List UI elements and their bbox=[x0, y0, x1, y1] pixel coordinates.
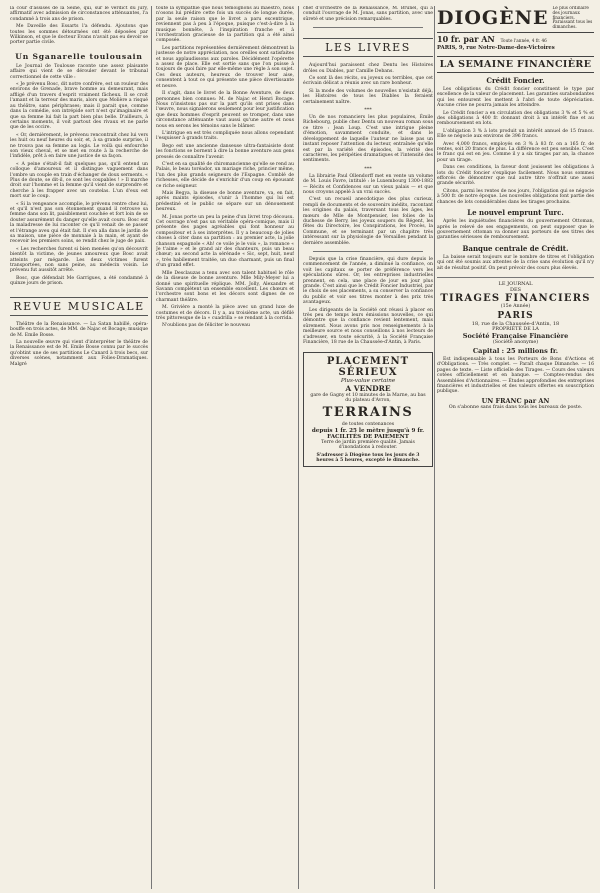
journal-capital: Capital : 25 millions fr. bbox=[472, 346, 559, 355]
article-paragraph: L'obligation 3 % à lots produit un intérêt annuel de 15 francs. Elle se négocie aux environs de 396 francs. bbox=[437, 128, 594, 140]
article-paragraph: Dans ces conditions, la faveur dont jouissent les obligations à lots du Crédit foncier s'explique facilement. Nous nous sommes efforcés de démontrer que nul autre titre n'offrait une aussi grande sécurité. bbox=[437, 165, 594, 187]
masthead-description: Le plus ordinaire des journaux financiers. Paraissant tous les dimanches. bbox=[552, 6, 593, 30]
column-rule bbox=[434, 6, 435, 889]
journal-description: Est indispensable à tous les Porteurs de Bons d'Actions et d'Obligations. — Très complet. — Paraît chaque Dimanche. — 16 pages de texte. — Liste officielle des Tirages. — Cours des valeurs cotées officiellement et en banque. — Comptes-rendus des Assemblées d'Actionnaires. — Études approfondies des entreprises financières et industrielles et des valeurs offertes en souscription publique. bbox=[437, 356, 594, 395]
ad-contact: S'adresser à Diogène tous les jours de 3 heures à 5 heures, excepté le dimanche. bbox=[316, 452, 420, 463]
ad-vendre: A VENDRE bbox=[345, 383, 391, 393]
article-paragraph: Mlle Desclauzas a tenu avec son talent habituel le rôle de la diseuse de bonne aventure. Mlle Mily-Meyer lui a donné une spirituelle réplique. MM. Jolly, Alexandre et Savann complètent un ensemble excellent. Les chœurs et l'orchestre sont bons et les décors sont dignes de ce charmant théâtre. bbox=[156, 270, 294, 303]
journal-address: 18, rue de la Chaussée-d'Antin, 18 bbox=[471, 320, 560, 327]
article-paragraph: N'oublions pas de féliciter le nouveau bbox=[162, 323, 251, 329]
journal-city: PARIS bbox=[497, 310, 534, 321]
ad-location: gare de Gagny et 10 minutes de la Marne, au bas du plateau d'Avron, bbox=[310, 392, 426, 403]
article-paragraph: chef d'orchestre de la Renaissance, M. Brunel, qui a conduit l'ouvrage de M. Jonas, sans partition, avec une sûreté et une précision remarquables. bbox=[303, 6, 433, 22]
article-paragraph: Théâtre de la Renaissance. — La Satan habillé, opéra-bouffe en trois actes, de MM. de Najac et Bocage; musique de M. Emile Bosse. bbox=[10, 321, 148, 338]
article-paragraph: Me Daveille des Essarts l'a défendu. Ajoutons que toutes les sommes détournées ont été déposées par Wilkinson, et que le docteur Evans n'avait pas eu devoir se porter partie civile. bbox=[10, 24, 148, 46]
journal-year: (15e Année) bbox=[500, 303, 531, 309]
article-paragraph: Ce sont là des récits, ou joyeux ou terribles, que cet écrivain délicat a réunis avec un rare bonheur. bbox=[303, 76, 433, 87]
article-paragraph: L'intrigue en est très compliquée nous allons cependant l'esquisser à grands traits. bbox=[156, 130, 294, 142]
article-paragraph: C'est en sa qualité de chiromancienne qu'elle se rend au Palais, le beau toréador, un mariage riche, princier même, l'un des plus grands seigneurs de l'Espagne. Comblé de richesses, elle décide de s'enrichir d'un coup en épousant ce riche seigneur. bbox=[156, 161, 294, 189]
ad-terrains: TERRAINS bbox=[322, 405, 414, 421]
article-paragraph: Si la mode des volumes de nouvelles n'existait déjà, les Histoires de tous les Diables la feraient certainement naître. bbox=[303, 88, 433, 105]
credit-foncier-title: Crédit Foncier. bbox=[486, 75, 545, 85]
masthead-price-note: Toute l'année, 4 fr. 46 bbox=[500, 37, 547, 43]
divider bbox=[313, 251, 423, 252]
diogene-masthead bbox=[437, 6, 594, 33]
ad-details: Terre de jardin première qualité. Jamais d'inondations à redouter. bbox=[321, 439, 415, 451]
journal-tirages-advertisement bbox=[437, 277, 594, 410]
article-paragraph: La baisse serait toujours sur le nombre de titres et l'obligation qui ont été soumis aux attentes de la crise sans évolution qu'il n'y ait de résultat positif. On peut prévoir des cours plus élevés. bbox=[437, 254, 594, 271]
article-paragraph: Mais Begya, la diseuse de bonne aventure, va, en fait, après maints épisodes, s'unir à l'homme qui lui est prédestiné et le public se sépare sur un dénouement heureux. bbox=[156, 191, 294, 213]
article-paragraph: Les dirigeants de la Société ont réussi à placer en très peu de temps leurs émissions nouvelles, ce qui démontre que la confiance revient lentement, mais sûrement. Nous avons pris nos renseignements à la meilleure source et nous conseillons à nos lecteurs de s'adresser, en toute sécurité, à la Société Française Financière, 18 rue de la Chaussée-d'Antin, à Paris. bbox=[303, 307, 433, 346]
column-rule bbox=[298, 6, 299, 889]
article-paragraph: « Or, dernièrement, le prévenu rencontrait chez lui vers les huit ou neuf heures du soir, et, à sa grande surprise, il ne trouva pas sa femme au logis. Le voilà qui enfourche son vieux cheval, et se met en route à la recherche de l'infidèle, prêt à en faire une justice de sa façon. bbox=[10, 132, 148, 160]
ad-terrains-sub: de toutes contenances bbox=[341, 422, 395, 428]
divider: *** bbox=[364, 107, 372, 114]
column-rule bbox=[151, 6, 152, 889]
divider bbox=[313, 27, 423, 28]
journal-anonyme: (Société anonyme) bbox=[492, 339, 539, 345]
journal-price: UN FRANC par AN bbox=[481, 396, 550, 405]
column-4 bbox=[437, 6, 594, 889]
masthead-name: DIOGÈNE bbox=[437, 6, 549, 29]
column-1 bbox=[10, 6, 148, 889]
article-paragraph: M. Jonas porte un peu la peine d'un livret trop décousu. Cet ouvrage n'est pas un véritable opéra-comique, mais il présente des pages agréables qui font honneur au compositeur et à ses interprètes. Il y a beaucoup de jolies choses à citer dans sa partition : au premier acte, la jolie chanson espagnole « Ah! ce voile je le vois », la romance « Je t'aime » et le grand air des chanteurs, puis un beau chœur; au second acte la sérénade « Sic, sept, huit, neuf », très habilement traitée, un duo charmant, puis un final d'un grand effet. bbox=[156, 214, 294, 269]
article-paragraph: « A peine s'était-il fait quelques pas, qu'il entend un colloque d'amoureux et il distingue vaguement dans l'ombre un couple en train d'échanger de doux serments. « Plus de doute, se dit-il, ce sont les coupables ! » Il marche droit sur l'homme et la femme qu'il vient de surprendre et cherche à les frapper avec un coutelas. L'un d'eux est mort sur le coup. bbox=[10, 161, 148, 200]
article-paragraph: Avec 4,000 francs, employés en 3 % à 83 fr. on a 165 fr. de rentes, soit 20 francs de plus. La différence est peu sensible. C'est le franc qui est en jeu. Comme il y a six tirages par an, la chance pour un tirage. bbox=[437, 141, 594, 163]
article-paragraph: « Les recherches furent si bien menées qu'on découvrit bientôt la victime, de jeunes amoureux que Bosc avait atteints par mégarde. Les deux victimes furent transportées, non sans peine, au médecin voisin. Le prévenu fut aussitôt arrêté. bbox=[10, 246, 148, 274]
article-paragraph: M. Grivière a monté la pièce avec un grand luxe de costumes et de décors. Il y a, au troisième acte, un défilé très pittoresque de la « cuadrilla » se rendant à la corrida. bbox=[156, 305, 294, 321]
column-2 bbox=[156, 6, 294, 889]
ad-subtitle: Plus-value certaine bbox=[340, 377, 396, 384]
journal-propriete: PROPRIÉTÉ DE LA bbox=[492, 326, 539, 332]
ad-facilites: FACILITÉS DE PAIEMENT bbox=[327, 433, 409, 440]
article-paragraph: Les obligations du Crédit foncier constituent le type par excellence de la valeur de placement. Les garanties surabondantes qui les entourent les mettent à l'abri de toute dépréciation. Aucune crise ne pourra jamais les atteindre. bbox=[437, 86, 594, 109]
section-title-sganarelle: Un Sganarelle toulousain bbox=[15, 51, 143, 61]
semaine-financiere-title: LA SEMAINE FINANCIÈRE bbox=[437, 56, 594, 73]
ad-price: depuis 1 fr. 25 le mètre jusqu'à 9 fr. bbox=[311, 427, 425, 434]
article-paragraph: Depuis que la crise financière, qui dure depuis le commencement de l'année, a diminué la confiance, on voit les capitaux se porter de préférence vers les spéculations sûres. Or, les entreprises industrielles prennent, en cela, une place de jour en jour plus grande. C'est ainsi que le Crédit Foncier Industriel, par le choix de ses placements, a su conserver la confiance du public et voir ses titres monter à des prix très avantageux. bbox=[303, 257, 433, 306]
masthead-address: PARIS, 9, rue Notre-Dame-des-Victoires bbox=[437, 44, 555, 51]
emprunt-turc-title: Le nouvel emprunt Turc. bbox=[467, 208, 564, 218]
article-paragraph: Aujourd'hui paraissent chez Dentu les Histoires drôles ou Diables, par Camille Debans. bbox=[303, 63, 433, 74]
article-paragraph: La nouvelle œuvre qui vient d'interpréter le théâtre de la Renaissance est de M. Emile Bosse connu par le succès qu'obtint une de ses partitions Le Canard à trois becs, sur diverses scènes, notamment aux Folies-Dramatiques. Malgré bbox=[10, 339, 148, 367]
banque-centrale-title: Banque centrale de Crédit. bbox=[462, 243, 569, 253]
article-paragraph: Il s'agit, dans le livret de la Bonne Aventure, de deux personnes bien connues: M. de Najac et Henri Bocage. Nous n'insistons pas sur la part qu'ils ont prises dans l'œuvre, nous signalerons seulement pour leur justification que deux hommes d'esprit peuvent se tromper, dans une circonstance atténuante vaut aussi qu'une autre et nous nous en serons les témoins sans le blâmer. bbox=[156, 91, 294, 129]
masthead-price: 10 fr. par AN bbox=[437, 33, 495, 44]
article-paragraph: Après les inquiétudes financières du gouvernement Ottoman, après le relevé de ses engagements, on peut supposer que le gouvernement ottoman va donner aux porteurs de ses titres des garanties sérieuses de remboursement. bbox=[437, 219, 594, 241]
journal-line1: LE JOURNAL bbox=[498, 280, 533, 287]
column-3 bbox=[303, 6, 433, 889]
article-paragraph: Les partitions représentées dernièrement démontrent la justesse de notre appréciation, nos oreilles sont satisfaites et nous applaudissons aux paroles. Décidément l'opérette a assez de place. Elle est sortie sans que l'on puisse à toujours de quoi faire par elle-même une règle à son sujet. Ces deux auteurs, heureux de trouver leur aise, consentent à tout ce qui présente une pièce divertissante et neuve. bbox=[156, 45, 294, 89]
article-paragraph: toute la sympathie que nous témoignons au maëstro, nous n'osons lui prédire cette fois un succès de longue durée, par la seule raison que le livret a paru excentrique, reviennent pas à peu à l'époque, puisque c'est-à-dire à la musique bonnête, à l'inspiration franche et à l'orchestration gracieuse de la partition qui a été ainsi composée. bbox=[156, 6, 294, 44]
article-paragraph: Le Journal de Toulouse raconte une assez plaisante affaire qui vient de se dérouler devant le tribunal correctionnel de cette ville : bbox=[10, 63, 148, 80]
journal-title: TIRAGES FINANCIERS bbox=[440, 292, 591, 304]
journal-line2: DES bbox=[509, 286, 522, 293]
ad-title: PLACEMENT SÉRIEUX bbox=[326, 355, 410, 378]
article-paragraph: Bosc, que défendait Me Garrigues, a été condamné à quinze jours de prison. bbox=[10, 275, 148, 287]
masthead-subscription bbox=[437, 34, 594, 44]
journal-price-note: On s'abonne sans frais dans tous les bureaux de poste. bbox=[448, 404, 583, 410]
article-paragraph: Un de nos romanciers les plus populaires, Émile Richebourg, publie chez Dentu un nouveau roman sous ce titre : Jean Loup. C'est une intrigue pleine d'émotion, savamment conduite, et dans le développement de laquelle l'auteur ne laisse pas un instant reposer l'attention du lecteur, entraînée qu'elle est par la variété des épisodes, la vérité des caractères, les péripéties dramatiques et l'intensité des sentiments. bbox=[303, 115, 433, 164]
journal-societe: Société Française Financière bbox=[462, 331, 569, 340]
placement-advertisement bbox=[303, 352, 433, 468]
article-paragraph: C'est un recueil anecdotique des plus curieux, rempli de documents et de souvenirs inédits, racontant les origines du palais, traversant tous les âges, les mœurs de Mlle de Montpensier, les folies de la duchesse de Berry, les joyeux soupers du Régent, les fêtes du Directoire, les Conspirations, les Procès, la Commune, et se terminant par un chapitre très intéressant sur la physiologie de Versailles pendant la dernière assemblée. bbox=[303, 197, 433, 246]
article-paragraph: « Je prévenu Bosc, dit notre confrère, est un rouleur des environs de Grenade, brave homme au demeurant, mais affligé d'un travers d'esprit vraiment fâcheux. Il se croit l'amant et la terreur des maris, alors que Molière a risqué au théâtre, sans périphrases; mais il parait que, comme dans la comédie, son intrépide sort n'est qu'imaginaire et que sa femme lui fait la part bien plus belle. D'ailleurs, à certains moments, il voit partout des rivaux et ne parle que de les occire. bbox=[10, 82, 148, 131]
section-title-livres: LES LIVRES bbox=[303, 38, 433, 57]
article-paragraph: « Si la vengeance accomplie, le prévenu rentre chez lui, et qu'il n'est pas son étonnement quand il retrouve sa femme dans son lit, paisiblement couchée et fort loin de se douter assurément du danger qu'elle avait couru. Bosc eut la maladresse de lui raconter ce qu'il venait de se passer et l'étrange aveu qui était fait. Il s'en alla dans le jardin de sa maison, une pièce de monnaie à la main, et ayant de recevoir les premiers soins, se rendit chez le juge de paix. bbox=[10, 201, 148, 245]
article-paragraph: Le Crédit foncier a en circulation des obligations 3 % et 5 % et des obligations à 400 fr. donnant droit à un intérêt fixe et au remboursement en lots. bbox=[437, 110, 594, 127]
article-paragraph: Bego est une ancienne danseuse ultra-fantaisiste dont les fonctions se bornent à dire la bonne aventure aux gens pressés de connaître l'avenir. bbox=[156, 143, 294, 160]
divider: *** bbox=[364, 165, 372, 172]
article-paragraph: La librairie Paul Ollendorff met en vente un volume de M. Louis Favre, intitulé : le Luxembourg 1300-1882 — Récits et Confidences sur un vieux palais — et que nous croyons appelé à un vrai succès. bbox=[303, 173, 433, 195]
article-paragraph: la cour d'assises de la Seine, qui, sur le verdict du jury, affirmatif avec admission de circonstances atténuantes, l'a condamné à trois ans de prison. bbox=[10, 6, 148, 22]
section-title-revue-musicale: REVUE MUSICALE bbox=[10, 297, 148, 316]
article-paragraph: Citons, parmi les rentes de nos jours, l'obligation qui se négocie à 500 fr. de notre époque. Les nouvelles obligations font partie des chances de lots considérables dans les tirages prochains. bbox=[437, 188, 594, 205]
